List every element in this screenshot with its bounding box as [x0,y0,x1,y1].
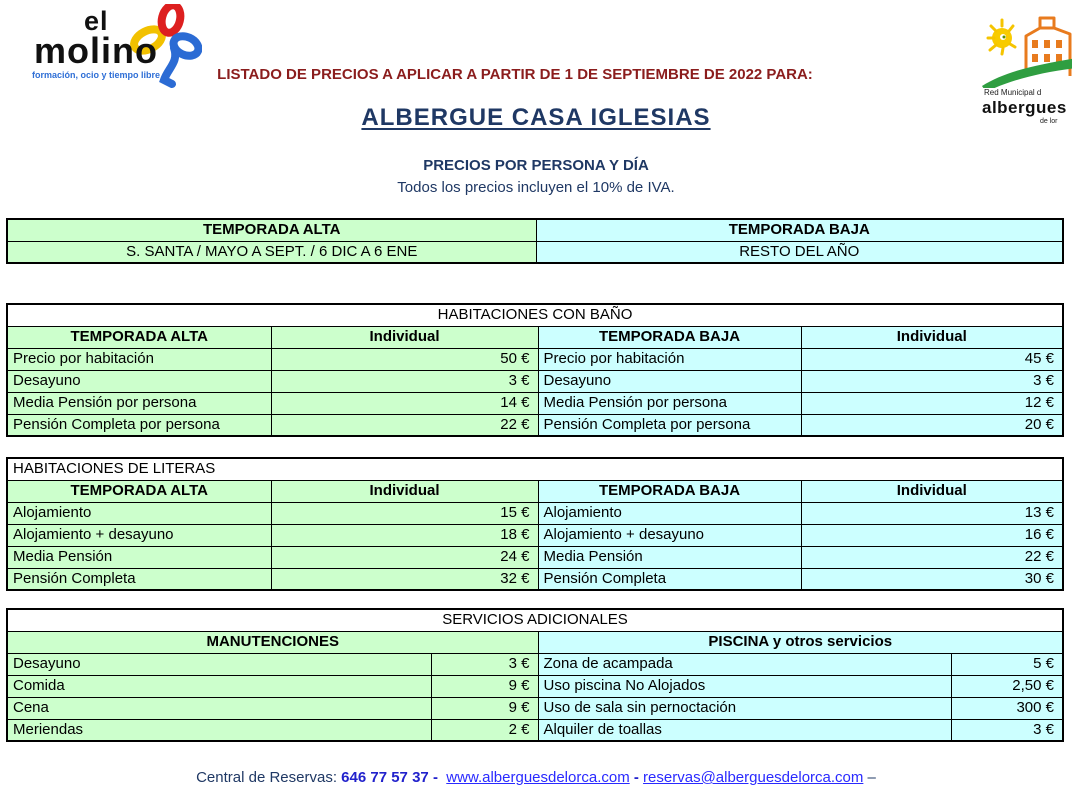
price-cell: 5 € [951,653,1063,675]
reservations-footer [0,769,1072,786]
molino-logo-word-molino: molino [34,30,158,71]
row-label: Uso piscina No Alojados [538,675,951,697]
services-table-wrap [6,608,1064,742]
row-label: Media Pensión [7,546,271,568]
table-row [7,697,1063,719]
separator-dash: - [432,769,438,786]
row-label: Pensión Completa por persona [538,414,801,436]
row-label: Media Pensión por persona [7,392,271,414]
bunks-table-title: HABITACIONES DE LITERAS [7,458,1063,480]
season-baja-header: TEMPORADA BAJA [536,219,1063,241]
phone-number: 646 77 57 37 [341,769,429,786]
price-cell: 9 € [431,697,538,719]
albergues-logo-line3: de lor [1040,118,1058,125]
bunks-table-wrap [6,457,1064,591]
price-cell: 30 € [801,568,1063,590]
molino-logo-tagline: formación, ocio y tiempo libre [32,70,161,80]
price-cell: 12 € [801,392,1063,414]
col-header-baja: TEMPORADA BAJA [538,480,801,502]
col-header-piscina: PISCINA y otros servicios [538,631,1063,653]
row-label: Pensión Completa [538,568,801,590]
table-row [7,348,1063,370]
price-cell: 3 € [271,370,538,392]
row-label: Alojamiento + desayuno [7,524,271,546]
row-label: Meriendas [7,719,431,741]
table-row [7,675,1063,697]
price-cell: 15 € [271,502,538,524]
season-table [6,218,1064,264]
albergues-logo-line1: Red Municipal d [984,88,1042,97]
price-cell: 2,50 € [951,675,1063,697]
row-label: Alojamiento [7,502,271,524]
price-cell: 20 € [801,414,1063,436]
subtitle-iva-note: Todos los precios incluyen el 10% de IVA. [397,179,675,196]
row-label: Pensión Completa [7,568,271,590]
table-row [7,653,1063,675]
reservations-label: Central de Reservas: [196,769,337,786]
table-row [7,414,1063,436]
price-cell: 3 € [951,719,1063,741]
rooms-bath-table [6,303,1064,437]
col-header-baja: TEMPORADA BAJA [538,326,801,348]
season-table-wrap [6,218,1064,264]
table-row [7,719,1063,741]
row-label: Pensión Completa por persona [7,414,271,436]
row-label: Media Pensión por persona [538,392,801,414]
subtitle-prices-per-person: PRECIOS POR PERSONA Y DÍA [423,157,649,174]
end-dash: – [867,769,876,786]
price-cell: 14 € [271,392,538,414]
website-link[interactable]: www.alberguesdelorca.com [446,769,630,786]
row-label: Alojamiento + desayuno [538,524,801,546]
price-cell: 50 € [271,348,538,370]
row-label: Uso de sala sin pernoctación [538,697,951,719]
table-row [7,392,1063,414]
table-row [7,370,1063,392]
row-label: Precio por habitación [538,348,801,370]
price-list-heading: LISTADO DE PRECIOS A APLICAR A PARTIR DE 1 DE SEPTIEMBRE DE 2022 PARA: [217,66,813,83]
price-cell: 2 € [431,719,538,741]
price-cell: 13 € [801,502,1063,524]
email-link[interactable]: reservas@alberguesdelorca.com [643,769,864,786]
services-table [6,608,1064,742]
separator-dash: - [633,769,639,786]
rooms-bath-table-title: HABITACIONES CON BAÑO [7,304,1063,326]
table-row [7,568,1063,590]
row-label: Comida [7,675,431,697]
col-header-individual-alta: Individual [271,480,538,502]
row-label: Alojamiento [538,502,801,524]
row-label: Alquiler de toallas [538,719,951,741]
price-cell: 24 € [271,546,538,568]
price-cell: 45 € [801,348,1063,370]
table-row [7,524,1063,546]
season-baja-value: RESTO DEL AÑO [536,241,1063,263]
col-header-manutenciones: MANUTENCIONES [7,631,538,653]
col-header-individual-baja: Individual [801,326,1063,348]
row-label: Desayuno [538,370,801,392]
albergues-logo-line2: albergues [982,98,1067,117]
price-cell: 22 € [801,546,1063,568]
col-header-alta: TEMPORADA ALTA [7,480,271,502]
col-header-individual-baja: Individual [801,480,1063,502]
price-cell: 18 € [271,524,538,546]
price-cell: 16 € [801,524,1063,546]
row-label: Cena [7,697,431,719]
price-cell: 3 € [801,370,1063,392]
price-cell: 300 € [951,697,1063,719]
row-label: Desayuno [7,653,431,675]
table-row [7,502,1063,524]
row-label: Zona de acampada [538,653,951,675]
molino-logo-word-el: el [84,6,109,36]
price-cell: 9 € [431,675,538,697]
season-alta-header: TEMPORADA ALTA [7,219,536,241]
price-cell: 22 € [271,414,538,436]
price-cell: 3 € [431,653,538,675]
services-table-title: SERVICIOS ADICIONALES [7,609,1063,631]
table-row [7,546,1063,568]
bunks-table [6,457,1064,591]
rooms-bath-table-wrap [6,303,1064,437]
price-cell: 32 € [271,568,538,590]
page-title-wrap [0,104,1072,132]
col-header-alta: TEMPORADA ALTA [7,326,271,348]
season-alta-value: S. SANTA / MAYO A SEPT. / 6 DIC A 6 ENE [7,241,536,263]
col-header-individual-alta: Individual [271,326,538,348]
row-label: Desayuno [7,370,271,392]
row-label: Media Pensión [538,546,801,568]
row-label: Precio por habitación [7,348,271,370]
page-title: ALBERGUE CASA IGLESIAS [361,104,711,131]
